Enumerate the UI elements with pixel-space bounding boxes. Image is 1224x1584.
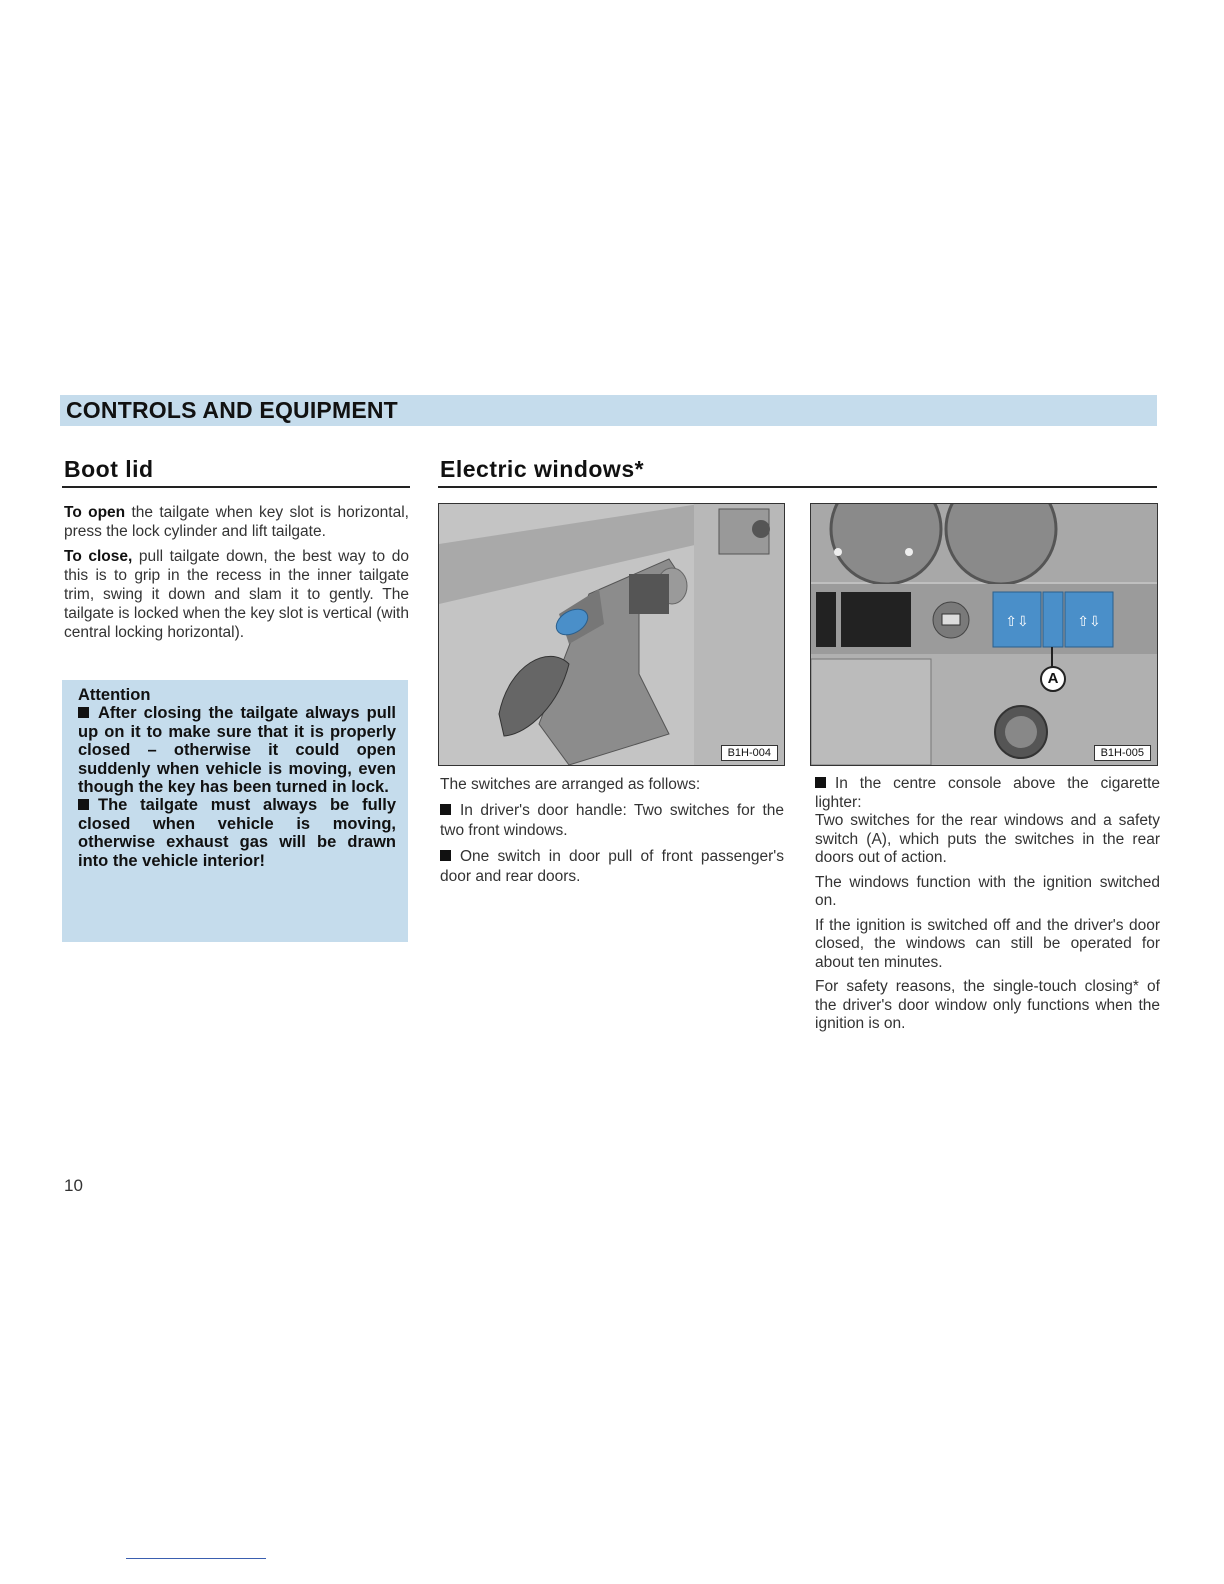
attention-title: Attention	[78, 686, 151, 704]
open-paragraph	[64, 503, 409, 541]
section-banner-title: CONTROLS AND EQUIPMENT	[66, 397, 398, 423]
attention-item-2: The tailgate must always be fully closed when vehicle is moving, otherwise exhaust gas will be drawn into the vehicle interior!	[78, 796, 396, 870]
attention-item-1: After closing the tailgate always pull up on it to make sure that it is properly closed – otherwise it could open suddenly when vehicle is moving, even though the key has been turned in lock.	[78, 704, 396, 797]
centre-console-figure	[810, 503, 1158, 766]
electric-windows-rule	[438, 486, 1157, 488]
switches-item-1: In driver's door handle: Two switches for the two front windows.	[440, 802, 784, 839]
console-item: In the centre console above the cigarette lighter:	[815, 775, 1160, 811]
switches-item-2: One switch in door pull of front passenger's door and rear doors.	[440, 848, 784, 885]
close-label: To close,	[64, 548, 133, 565]
windows-col-2	[815, 775, 1160, 1040]
open-text: the tailgate when key slot is horizontal, press the lock cylinder and lift tailgate.	[64, 504, 409, 540]
bullet-icon	[440, 804, 451, 815]
switches-intro: The switches are arranged as follows:	[440, 776, 701, 793]
safety-paragraph: For safety reasons, the single-touch closing* of the driver's door window only functions when the ignition is on.	[815, 978, 1160, 1032]
bullet-icon	[815, 777, 826, 788]
footer-line	[126, 1558, 266, 1559]
door-handle-illustration	[439, 504, 784, 765]
bullet-icon	[78, 799, 89, 810]
bullet-icon	[440, 850, 451, 861]
page-number: 10	[64, 1176, 83, 1195]
svg-text:⇧⇩: ⇧⇩	[1005, 614, 1029, 630]
figure-1-label: B1H-004	[721, 745, 778, 761]
boot-lid-text	[64, 503, 409, 648]
callout-a: A	[1040, 666, 1066, 692]
attention-box	[62, 680, 408, 942]
electric-windows-heading: Electric windows*	[440, 456, 645, 482]
door-handle-figure	[438, 503, 785, 766]
ignition-paragraph: The windows function with the ignition switched on.	[815, 873, 1160, 909]
open-label: To open	[64, 504, 126, 521]
ignition-off-paragraph: If the ignition is switched off and the driver's door closed, the windows can still be operated for about ten minutes.	[815, 916, 1160, 971]
console-item-detail: Two switches for the rear windows and a safety switch (A), which puts the switches in the rear doors out of action.	[815, 812, 1160, 866]
windows-col-1	[440, 775, 784, 893]
boot-lid-rule	[62, 486, 410, 488]
centre-console-illustration	[811, 504, 1157, 765]
svg-text:⇧⇩: ⇧⇩	[1077, 614, 1101, 630]
section-banner	[60, 395, 1157, 426]
boot-lid-heading: Boot lid	[64, 456, 154, 482]
close-text: pull tailgate down, the best way to do this is to grip in the recess in the inner tailgate trim, swing it down and slam it to gently. The tailgate is locked when the key slot is vertical (with central locking horizontal).	[64, 548, 409, 641]
bullet-icon	[78, 707, 89, 718]
figure-2-label: B1H-005	[1094, 745, 1151, 761]
close-paragraph	[64, 547, 409, 642]
